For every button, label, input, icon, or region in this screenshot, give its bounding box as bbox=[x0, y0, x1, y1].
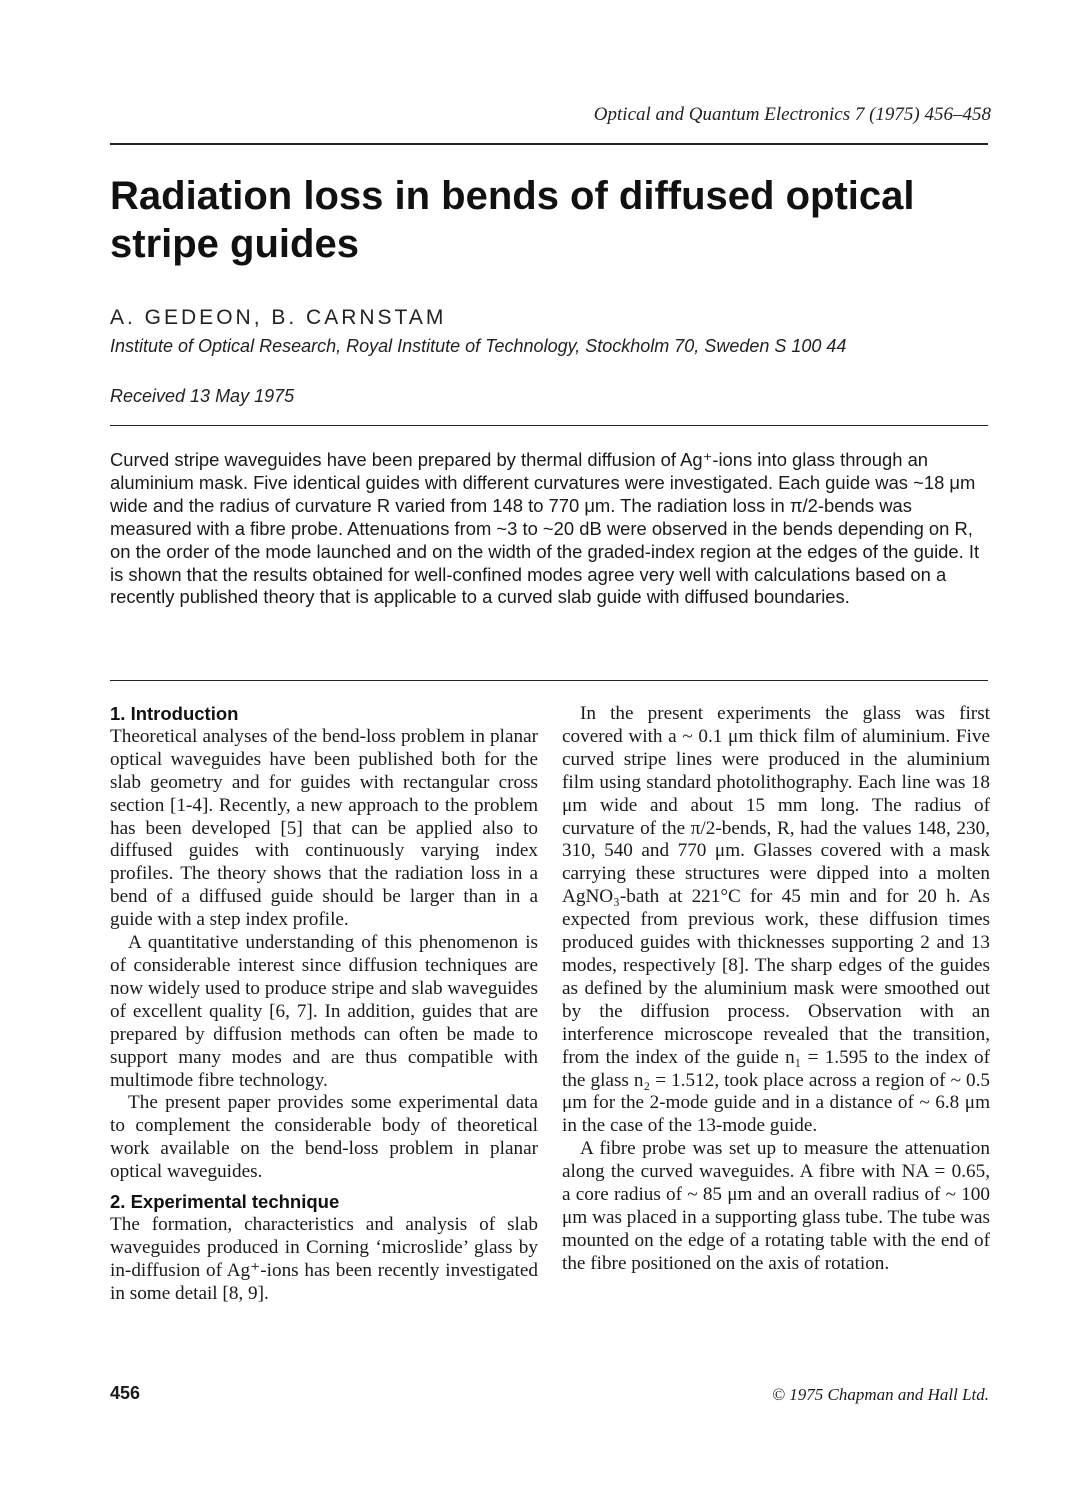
abstract-bottom-rule bbox=[110, 680, 988, 681]
paragraph: A fibre probe was set up to measure the attenuation along the curved waveguides. A fibre with NA = 0.65, a core radius of ~ 85 μm and an overall radius of ~ 100 μm was placed in a supporting glass tube. The tube was mounted on the edge of a rotating table with the end of the fibre positioned on the axis of rotation. bbox=[562, 1138, 990, 1274]
received-date: Received 13 May 1975 bbox=[110, 386, 295, 406]
paragraph: In the present experiments the glass was first covered with a ~ 0.1 μm thick film of aluminium. Five curved stripe lines were produced in the aluminium film using standard photolithography. Each line was 18 μm wide and about 15 mm long. The radius of curvature of the π/2-bends, R, had the values 148, 230, 310, 540 and 770 μm. Glasses covered with a mask carrying these structures were dipped into a molten AgNO₃-bath at 221°C for 45 min and for 20 h. As expected from previous work, these diffusion times produced guides with thicknesses supporting 2 and 13 modes, respectively [8]. The sharp edges of the guides as defined by the aluminium mask were smoothed out by the diffusion process. Observation with an interference microscope revealed that the transition, from the index of the guide n₁ = 1.595 to the index of the glass n₂ = 1.512, took place across a region of ~ 0.5 μm for the 2-mode guide and in a distance of ~ 6.8 μm in the case of the 13-mode guide. bbox=[562, 703, 990, 1137]
header-rule bbox=[110, 143, 988, 145]
paragraph: A quantitative understanding of this phenomenon is of considerable interest since diffusion techniques are now widely used to produce stripe and slab waveguides of excellent quality [6, 7]. In addition, guides that are prepared by diffusion methods can often be made to support many modes and are thus compatible with multimode fibre technology. bbox=[110, 932, 538, 1091]
abstract-top-rule bbox=[110, 425, 988, 426]
paragraph: Theoretical analyses of the bend-loss problem in planar optical waveguides have been published both for the slab geometry and for guides with rectangular cross section [1-4]. Recently, a new approach to the problem has been developed [5] that can be applied also to diffused guides with continuously varying index profiles. The theory shows that the radiation loss in a bend of a diffused guide should be larger than in a guide with a step index profile. bbox=[110, 725, 538, 931]
paragraph: The present paper provides some experimental data to complement the considerable body of theoretical work available on the bend-loss problem in planar optical waveguides. bbox=[110, 1092, 538, 1183]
affiliation: Institute of Optical Research, Royal Institute of Technology, Stockholm 70, Sweden S 100 44 bbox=[110, 336, 847, 356]
article-title: Radiation loss in bends of diffused optical stripe guides bbox=[110, 174, 915, 266]
right-column bbox=[562, 703, 990, 1276]
page-number: 456 bbox=[110, 1383, 141, 1403]
copyright-notice: © 1975 Chapman and Hall Ltd. bbox=[772, 1385, 989, 1404]
left-column bbox=[110, 703, 538, 1306]
journal-reference: Optical and Quantum Electronics 7 (1975) 456–458 bbox=[593, 104, 991, 125]
section-heading-experimental: 2. Experimental technique bbox=[110, 1191, 340, 1213]
paragraph: The formation, characteristics and analysis of slab waveguides produced in Corning ‘microslide’ glass by in-diffusion of Ag⁺-ions has been recently investigated in some detail [8, 9]. bbox=[110, 1213, 538, 1304]
abstract: Curved stripe waveguides have been prepared by thermal diffusion of Ag⁺-ions into glass through an aluminium mask. Five identical guides with different curvatures were investigated. Each guide was ~18 μm wide and the radius of curvature R varied from 148 to 770 μm. The radiation loss in π/2-bends was measured with a fibre probe. Attenuations from ~3 to ~20 dB were observed in the bends depending on R, on the order of the mode launched and on the width of the graded-index region at the edges of the guide. It is shown that the results obtained for well-confined modes agree very well with calculations based on a recently published theory that is applicable to a curved slab guide with diffused boundaries. bbox=[110, 449, 980, 608]
section-heading-introduction: 1. Introduction bbox=[110, 703, 239, 724]
authors: A. GEDEON, B. CARNSTAM bbox=[110, 306, 447, 329]
